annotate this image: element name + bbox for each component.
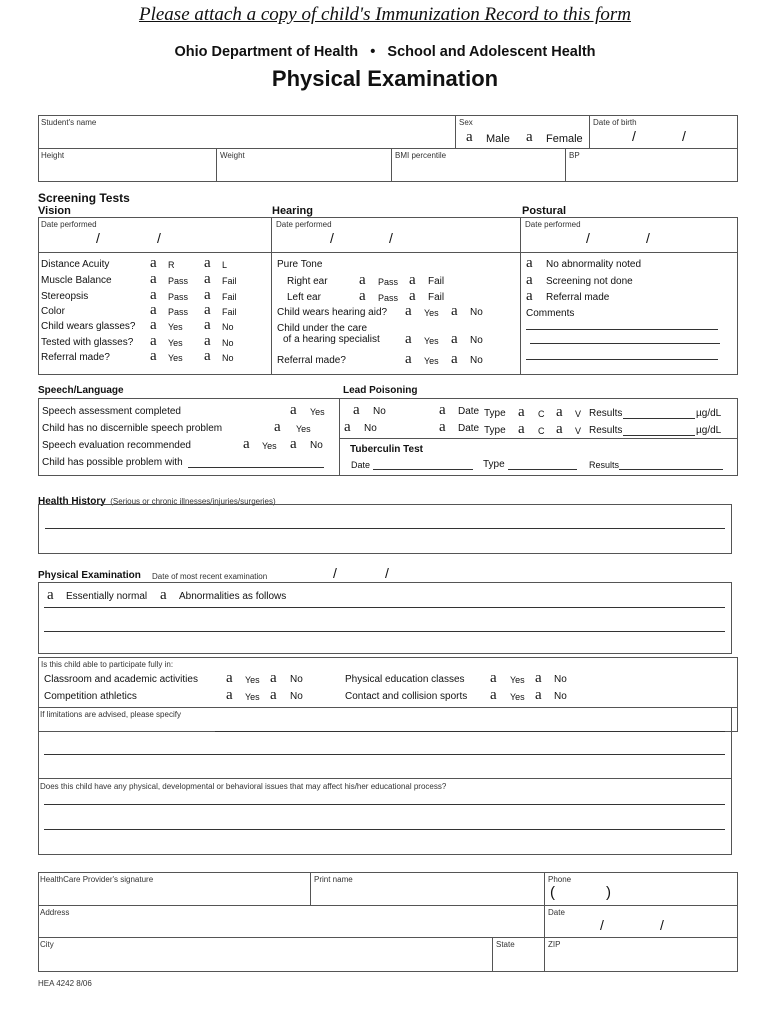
glasses-no-checkbox[interactable]: a <box>204 317 211 333</box>
color-fail-label: Fail <box>222 307 237 317</box>
postural-date-label: Date performed <box>525 220 581 229</box>
tb-results-label: Results <box>589 460 620 470</box>
screening-not-done-label: Screening not done <box>546 276 633 287</box>
male-label: Male <box>486 133 510 145</box>
lead-date-label-2: Date <box>458 423 480 434</box>
possible-problem-label: Child has possible problem with <box>42 457 183 468</box>
dob-slash-1: / <box>632 128 636 144</box>
athletics-label: Competition athletics <box>44 691 137 702</box>
female-checkbox[interactable]: a <box>526 129 533 145</box>
tb-type-field[interactable] <box>508 469 577 470</box>
hearing-aid-no-label: No <box>470 307 483 318</box>
lead-title: Lead Poisoning <box>343 385 418 396</box>
signature-field[interactable] <box>40 885 306 903</box>
tested-glasses-label: Tested with glasses? <box>41 337 134 348</box>
department-name: Ohio Department of Health <box>174 44 359 60</box>
department-line <box>0 44 770 60</box>
tested-no-checkbox[interactable]: a <box>204 333 211 349</box>
provider-date-slash-1: / <box>600 917 604 933</box>
hearing-date-label: Date performed <box>276 220 332 229</box>
athletics-yes-label: Yes <box>245 692 260 702</box>
hearing-referral-no-label: No <box>470 355 483 366</box>
lead-v-label-2: V <box>575 426 582 436</box>
muscle-fail-label: Fail <box>222 276 237 286</box>
lead-v-checkbox-1[interactable]: a <box>556 404 563 420</box>
comments-label: Comments <box>526 308 575 319</box>
distance-r-label: R <box>168 260 175 270</box>
limitations-label: If limitations are advised, please specify <box>40 710 181 719</box>
right-ear-fail-label: Fail <box>428 276 445 287</box>
no-abnormality-label: No abnormality noted <box>546 259 642 270</box>
specialist-no-label: No <box>470 335 483 346</box>
speech-title: Speech/Language <box>38 385 124 396</box>
pe-yes-label: Yes <box>510 675 525 685</box>
abnormalities-label: Abnormalities as follows <box>179 591 287 602</box>
color-pass-label: Pass <box>168 307 189 317</box>
lead-no-label-1: No <box>373 406 386 417</box>
participation-question: Is this child able to participate fully in: <box>41 660 174 669</box>
lead-c-label-2: C <box>538 426 545 436</box>
vision-referral-label: Referral made? <box>41 352 110 363</box>
wears-glasses-label: Child wears glasses? <box>41 321 136 332</box>
left-ear-fail-label: Fail <box>428 292 445 303</box>
lead-type-label-1: Type <box>484 408 506 419</box>
vision-date-slash-1: / <box>96 230 100 246</box>
tb-title: Tuberculin Test <box>350 444 423 455</box>
hearing-aid-yes-checkbox[interactable]: a <box>405 303 412 319</box>
lead-date-checkbox-1[interactable]: a <box>439 402 446 418</box>
lead-no-checkbox-2[interactable]: a <box>344 419 351 435</box>
student-name-field[interactable] <box>41 128 451 146</box>
distance-l-label: L <box>222 260 228 270</box>
physical-title: Physical Examination <box>38 570 141 581</box>
phone-label: Phone <box>548 875 572 884</box>
pure-tone-label: Pure Tone <box>277 259 323 270</box>
stereo-fail-checkbox[interactable]: a <box>204 287 211 303</box>
stereo-fail-label: Fail <box>222 292 237 302</box>
possible-problem-field[interactable] <box>188 467 324 468</box>
classroom-no-checkbox[interactable]: a <box>270 670 277 686</box>
screening-title: Screening Tests <box>38 191 130 205</box>
comments-line-2[interactable] <box>530 343 720 344</box>
print-name-field[interactable] <box>314 885 540 903</box>
lead-type-label-2: Type <box>484 425 506 436</box>
right-ear-pass-checkbox[interactable]: a <box>359 272 366 288</box>
hearing-referral-label: Referral made? <box>277 355 346 366</box>
athletics-yes-checkbox[interactable]: a <box>226 687 233 703</box>
vision-title: Vision <box>38 205 71 217</box>
issues-question: Does this child have any physical, developmental or behavioral issues that may affect his/her educational process? <box>40 782 447 791</box>
specialist-no-checkbox[interactable]: a <box>451 331 458 347</box>
lead-v-label-1: V <box>575 409 582 419</box>
no-abnormality-checkbox[interactable]: a <box>526 255 533 271</box>
left-ear-label: Left ear <box>287 292 321 303</box>
abnormalities-checkbox[interactable]: a <box>160 587 167 603</box>
tested-no-label: No <box>222 338 234 348</box>
tested-yes-checkbox[interactable]: a <box>150 333 157 349</box>
glasses-yes-checkbox[interactable]: a <box>150 317 157 333</box>
postural-date-slash-2: / <box>646 230 650 246</box>
speech-eval-label: Speech evaluation recommended <box>42 440 191 451</box>
comments-line-3[interactable] <box>526 359 718 360</box>
phone-paren-close: ) <box>606 884 611 901</box>
muscle-balance-label: Muscle Balance <box>41 275 112 286</box>
form-title: Physical Examination <box>271 66 499 91</box>
lead-results-label-2: Results <box>589 425 623 436</box>
color-label: Color <box>41 306 65 317</box>
specialist-label-1: Child under the care <box>277 323 368 334</box>
division-name: School and Adolescent Health <box>387 44 596 60</box>
contact-label: Contact and collision sports <box>345 691 468 702</box>
hearing-aid-yes-label: Yes <box>424 308 439 318</box>
classroom-no-label: No <box>290 674 303 685</box>
hearing-aid-no-checkbox[interactable]: a <box>451 303 458 319</box>
provider-date-slash-2: / <box>660 917 664 933</box>
left-ear-pass-label: Pass <box>378 293 399 303</box>
no-speech-problem-yes-label: Yes <box>296 424 311 434</box>
contact-yes-label: Yes <box>510 692 525 702</box>
provider-date-label: Date <box>548 908 565 917</box>
muscle-pass-checkbox[interactable]: a <box>150 271 157 287</box>
color-pass-checkbox[interactable]: a <box>150 302 157 318</box>
right-ear-pass-label: Pass <box>378 277 399 287</box>
tb-results-field[interactable] <box>619 469 723 470</box>
lead-unit-2: µg/dL <box>696 425 722 436</box>
zip-label: ZIP <box>548 940 561 949</box>
specialist-yes-checkbox[interactable]: a <box>405 331 412 347</box>
vision-date-label: Date performed <box>41 220 97 229</box>
color-fail-checkbox[interactable]: a <box>204 302 211 318</box>
sex-label: Sex <box>459 118 473 127</box>
history-title: Health History <box>38 496 106 507</box>
distance-r-checkbox[interactable]: a <box>150 255 157 271</box>
bmi-label: BMI percentile <box>395 151 447 160</box>
lead-no-checkbox-1[interactable]: a <box>353 402 360 418</box>
left-ear-fail-checkbox[interactable]: a <box>409 288 416 304</box>
bp-label: BP <box>569 151 580 160</box>
hearing-date-slash-1: / <box>330 230 334 246</box>
muscle-pass-label: Pass <box>168 276 189 286</box>
city-field[interactable] <box>40 950 488 968</box>
vision-referral-yes-label: Yes <box>168 353 183 363</box>
lead-date-label-1: Date <box>458 406 480 417</box>
limitations-issues-box <box>38 707 732 855</box>
vision-date-slash-2: / <box>157 230 161 246</box>
pe-no-label: No <box>554 674 567 685</box>
tb-date-field[interactable] <box>373 469 473 470</box>
pe-no-checkbox[interactable]: a <box>535 670 542 686</box>
student-name-label: Student's name <box>41 118 97 127</box>
hearing-referral-yes-checkbox[interactable]: a <box>405 351 412 367</box>
speech-eval-no-checkbox[interactable]: a <box>290 436 297 452</box>
address-field[interactable] <box>40 918 540 935</box>
right-ear-fail-checkbox[interactable]: a <box>409 272 416 288</box>
lead-c-label-1: C <box>538 409 545 419</box>
classroom-yes-label: Yes <box>245 675 260 685</box>
history-note: (Serious or chronic illnesses/injuries/surgeries) <box>110 497 276 506</box>
female-label: Female <box>546 133 583 145</box>
postural-title: Postural <box>522 205 567 217</box>
tb-type-label: Type <box>483 459 505 470</box>
address-label: Address <box>40 908 70 917</box>
city-label: City <box>40 940 54 949</box>
left-ear-pass-checkbox[interactable]: a <box>359 288 366 304</box>
lead-results-label-1: Results <box>589 408 623 419</box>
lead-results-field-2[interactable] <box>623 435 695 436</box>
tested-yes-label: Yes <box>168 338 183 348</box>
lead-date-checkbox-2[interactable]: a <box>439 419 446 435</box>
postural-referral-label: Referral made <box>546 292 610 303</box>
speech-assessment-yes-checkbox[interactable]: a <box>290 402 297 418</box>
muscle-fail-checkbox[interactable]: a <box>204 271 211 287</box>
speech-assessment-yes-label: Yes <box>310 407 325 417</box>
lead-c-checkbox-1[interactable]: a <box>518 404 525 420</box>
hearing-aid-label: Child wears hearing aid? <box>277 307 388 318</box>
stereo-pass-checkbox[interactable]: a <box>150 287 157 303</box>
lead-v-checkbox-2[interactable]: a <box>556 421 563 437</box>
contact-yes-checkbox[interactable]: a <box>490 687 497 703</box>
athletics-no-checkbox[interactable]: a <box>270 687 277 703</box>
dob-slash-2: / <box>682 128 686 144</box>
postural-referral-checkbox[interactable]: a <box>526 288 533 304</box>
exam-date-slash-2: / <box>385 565 389 581</box>
abnormalities-line-2[interactable] <box>44 631 725 632</box>
no-speech-problem-yes-checkbox[interactable]: a <box>274 419 281 435</box>
right-ear-label: Right ear <box>287 276 328 287</box>
speech-eval-yes-label: Yes <box>262 441 277 451</box>
hearing-referral-no-checkbox[interactable]: a <box>451 351 458 367</box>
abnormalities-line-1[interactable] <box>44 607 725 608</box>
hearing-date-slash-2: / <box>389 230 393 246</box>
vision-referral-no-checkbox[interactable]: a <box>204 348 211 364</box>
history-box <box>38 504 732 554</box>
distance-l-checkbox[interactable]: a <box>204 255 211 271</box>
contact-no-label: No <box>554 691 567 702</box>
signature-label: HealthCare Provider's signature <box>40 875 154 884</box>
essentially-normal-checkbox[interactable]: a <box>47 587 54 603</box>
stereo-pass-label: Pass <box>168 292 189 302</box>
classroom-yes-checkbox[interactable]: a <box>226 670 233 686</box>
speech-eval-no-label: No <box>310 440 323 451</box>
postural-date-slash-1: / <box>586 230 590 246</box>
essentially-normal-label: Essentially normal <box>66 591 148 602</box>
hearing-title: Hearing <box>272 205 313 217</box>
pe-yes-checkbox[interactable]: a <box>490 670 497 686</box>
exam-date-slash-1: / <box>333 565 337 581</box>
speech-assessment-label: Speech assessment completed <box>42 406 181 417</box>
issues-line-1[interactable] <box>44 804 725 805</box>
bullet: • <box>370 44 376 60</box>
issues-line-2[interactable] <box>44 829 725 830</box>
hearing-referral-yes-label: Yes <box>424 356 439 366</box>
tb-date-label: Date <box>351 460 371 470</box>
vision-referral-yes-checkbox[interactable]: a <box>150 348 157 364</box>
pe-label: Physical education classes <box>345 674 465 685</box>
specialist-yes-label: Yes <box>424 336 439 346</box>
male-checkbox[interactable]: a <box>466 129 473 145</box>
height-label: Height <box>41 151 65 160</box>
state-label: State <box>496 940 515 949</box>
specialist-label-2: of a hearing specialist <box>283 334 380 345</box>
history-line[interactable] <box>45 528 725 529</box>
vision-referral-no-label: No <box>222 353 234 363</box>
immunization-note: Please attach a copy of child's Immunization Record to this form <box>138 4 631 25</box>
form-id: HEA 4242 8/06 <box>38 979 92 988</box>
athletics-no-label: No <box>290 691 303 702</box>
lead-unit-1: µg/dL <box>696 408 722 419</box>
weight-label: Weight <box>220 151 245 160</box>
phone-paren-open: ( <box>550 884 555 901</box>
lead-results-field-1[interactable] <box>623 418 695 419</box>
limitations-line-2[interactable] <box>44 754 725 755</box>
screening-not-done-checkbox[interactable]: a <box>526 272 533 288</box>
classroom-label: Classroom and academic activities <box>44 674 198 685</box>
stereopsis-label: Stereopsis <box>41 291 89 302</box>
glasses-yes-label: Yes <box>168 322 183 332</box>
speech-eval-yes-checkbox[interactable]: a <box>243 436 250 452</box>
print-name-label: Print name <box>314 875 353 884</box>
no-speech-problem-label: Child has no discernible speech problem <box>42 423 223 434</box>
distance-acuity-label: Distance Acuity <box>41 259 110 270</box>
comments-line-1[interactable] <box>526 329 718 330</box>
contact-no-checkbox[interactable]: a <box>535 687 542 703</box>
lead-no-label-2: No <box>364 423 377 434</box>
exam-date-note: Date of most recent examination <box>152 572 268 581</box>
glasses-no-label: No <box>222 322 234 332</box>
lead-c-checkbox-2[interactable]: a <box>518 421 525 437</box>
dob-label: Date of birth <box>593 118 637 127</box>
